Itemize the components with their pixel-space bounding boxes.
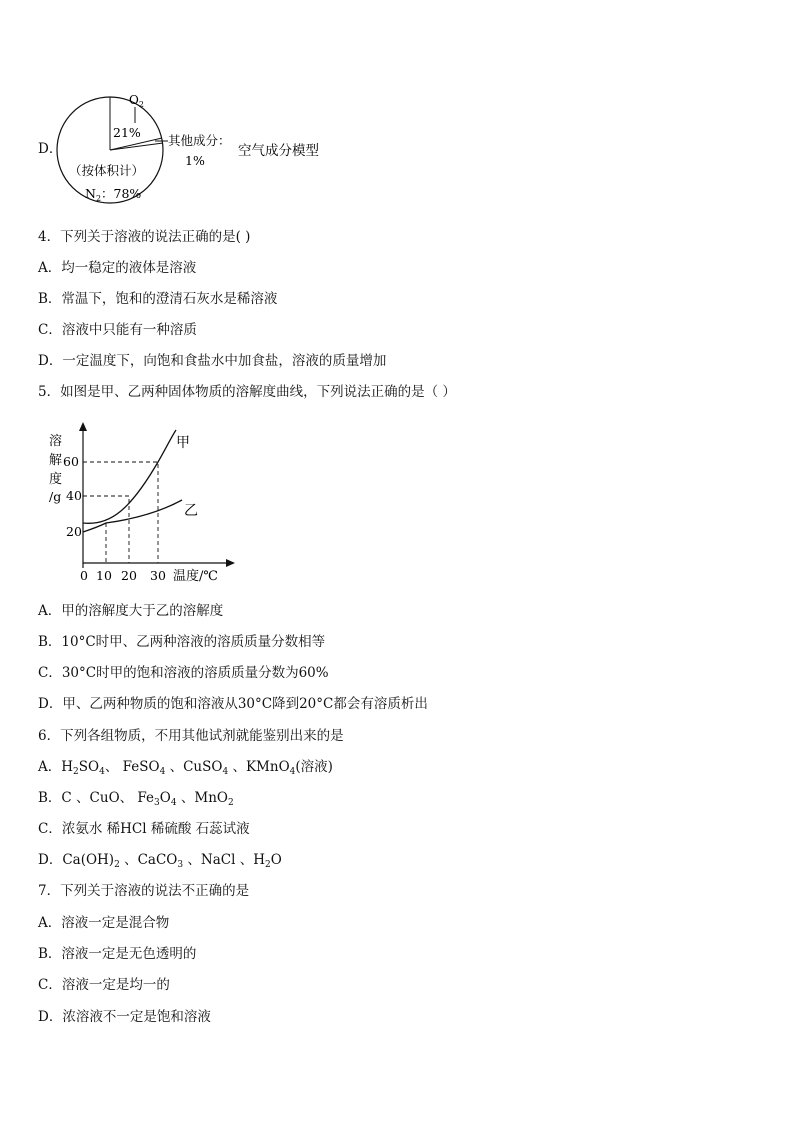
other-label: 其他成分：: [168, 133, 231, 148]
q7-option-d: D．浓溶液不一定是饱和溶液: [38, 1009, 211, 1025]
ylabel-unit: /g: [49, 489, 62, 504]
x-tick-0: 0: [80, 568, 88, 583]
x-tick-30: 30: [150, 568, 166, 583]
x-tick-20: 20: [121, 568, 137, 583]
series-label-jia: 甲: [176, 435, 190, 451]
guide-60: [83, 462, 158, 563]
o2-percent: 21%: [113, 125, 141, 140]
curve-yi: [83, 500, 182, 532]
ylabel-char-2: 解: [49, 453, 63, 468]
q4-option-a: A．均一稳定的液体是溶液: [38, 260, 197, 276]
series-label-yi: 乙: [184, 503, 198, 519]
q6-stem: 6．下列各组物质，不用其他试剂就能鉴别出来的是: [38, 728, 344, 744]
x-axis-arrow: [226, 559, 235, 567]
q4-option-c: C．溶液中只能有一种溶质: [38, 322, 197, 338]
y-tick-20: 20: [66, 524, 82, 539]
x-axis-label: 温度/℃: [173, 569, 218, 584]
q6-option-a: A．$H_2SO_4$、 FeSO$_4$ 、CuSO$_4$ 、KMnO$_4$(溶液): [38, 759, 333, 777]
q4-stem: 4．下列关于溶液的说法正确的是( ): [38, 229, 251, 245]
q7-option-b: B．溶液一定是无色透明的: [38, 946, 197, 962]
q7-option-a: A．溶液一定是混合物: [38, 915, 170, 931]
q5-option-b: B．10°C时甲、乙两种溶液的溶质质量分数相等: [38, 634, 326, 650]
y-tick-40: 40: [66, 488, 82, 503]
q4-option-d: D．一定温度下，向饱和食盐水中加食盐，溶液的质量增加: [38, 353, 387, 369]
pie-center-text: （按体积计）: [69, 163, 145, 178]
q5-option-d: D．甲、乙两种物质的饱和溶液从30°C降到20°C都会有溶质析出: [38, 696, 428, 712]
y-axis-arrow: [79, 422, 87, 431]
solubility-graph: [40, 420, 250, 590]
q6-option-c: C．浓氨水 稀HCl 稀硫酸 石蕊试液: [38, 821, 250, 837]
y-tick-60: 60: [63, 454, 79, 469]
ylabel-char-3: 度: [49, 472, 63, 487]
q3-option-d-letter: D．: [38, 141, 63, 157]
q6-option-b: B．C 、CuO、 $Fe_3O_4$ 、MnO$_2$: [38, 790, 234, 808]
ylabel-char-1: 溶: [49, 434, 63, 449]
air-composition-pie: [55, 85, 355, 215]
n2-label: $N_2$：78%: [85, 186, 142, 203]
q7-stem: 7．下列关于溶液的说法不正确的是: [38, 883, 250, 899]
other-percent: 1%: [185, 153, 205, 168]
q5-option-a: A．甲的溶解度大于乙的溶解度: [38, 603, 224, 619]
x-tick-10: 10: [96, 568, 112, 583]
q5-stem: 5．如图是甲、乙两种固体物质的溶解度曲线，下列说法正确的是（ ）: [38, 384, 456, 400]
q6-option-d: D．$Ca(OH)_2$ 、CaCO$_3$ 、NaCl 、$H_2O$: [38, 852, 282, 870]
q7-option-c: C．溶液一定是均一的: [38, 977, 170, 993]
q4-option-b: B．常温下，饱和的澄清石灰水是稀溶液: [38, 291, 278, 307]
o2-label: $O_2$: [129, 93, 144, 109]
pie-caption: 空气成分模型: [238, 143, 319, 159]
q5-option-c: C．30°C时甲的饱和溶液的溶质质量分数为60%: [38, 665, 329, 681]
